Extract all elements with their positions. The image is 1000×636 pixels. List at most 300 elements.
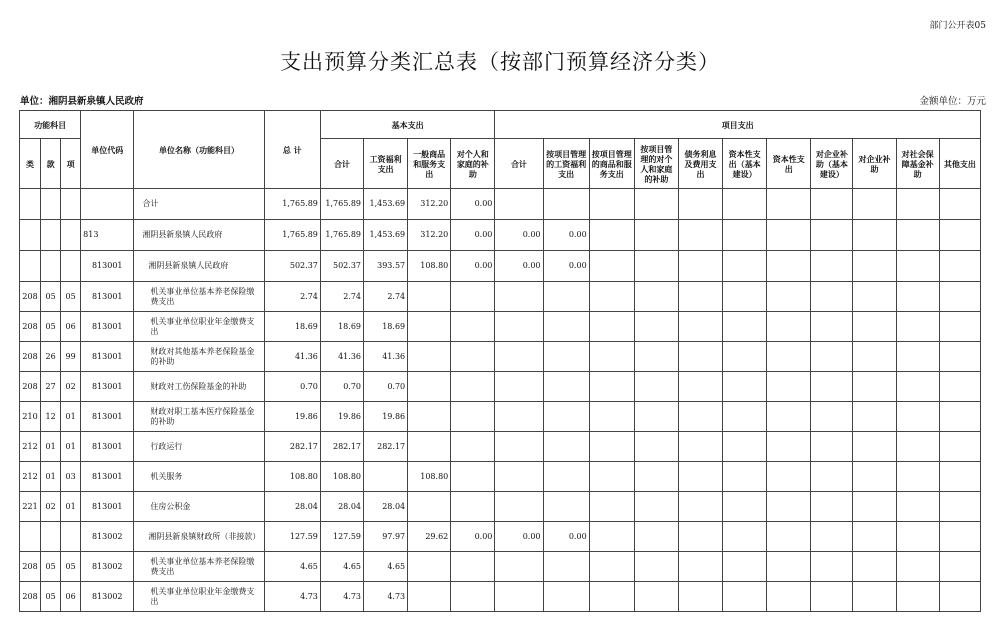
cell-empty bbox=[678, 462, 722, 492]
cell-b-personal bbox=[451, 342, 495, 372]
cell-b-total: 0.70 bbox=[320, 372, 363, 402]
table-row bbox=[20, 402, 981, 432]
cell-b-goods bbox=[408, 552, 451, 582]
cell-xiang: 06 bbox=[61, 582, 81, 612]
cell-name: 湘阴县新泉镇人民政府 bbox=[134, 251, 264, 282]
cell-lei bbox=[20, 522, 41, 552]
cell-kuan bbox=[41, 220, 61, 251]
cell-p-total: 0.00 bbox=[495, 220, 543, 251]
cell-b-wage: 282.17 bbox=[364, 432, 408, 462]
cell-xiang: 01 bbox=[61, 402, 81, 432]
cell-empty bbox=[634, 220, 678, 251]
debt-interest-header: 债务利息及费用支出 bbox=[678, 139, 722, 189]
cell-b-wage: 28.04 bbox=[364, 492, 408, 522]
cell-empty bbox=[767, 582, 811, 612]
cell-name: 机关服务 bbox=[134, 462, 264, 492]
cell-empty bbox=[589, 342, 634, 372]
cell-p-wage bbox=[543, 432, 589, 462]
cell-empty bbox=[896, 189, 939, 220]
cell-p-total bbox=[495, 402, 543, 432]
cell-name: 合计 bbox=[134, 189, 264, 220]
cell-b-wage: 393.57 bbox=[364, 251, 408, 282]
cell-xiang bbox=[61, 251, 81, 282]
basic-personal-header: 对个人和家庭的补助 bbox=[451, 139, 495, 189]
cell-empty bbox=[634, 282, 678, 312]
cell-empty bbox=[678, 402, 722, 432]
cell-code bbox=[81, 189, 134, 220]
cell-empty bbox=[853, 282, 896, 312]
cell-kuan: 05 bbox=[41, 282, 61, 312]
cell-xiang: 05 bbox=[61, 282, 81, 312]
total-header: 总 计 bbox=[264, 111, 320, 189]
kuan-header: 款 bbox=[41, 139, 61, 189]
cell-b-goods: 29.62 bbox=[408, 522, 451, 552]
cell-empty bbox=[589, 220, 634, 251]
cell-b-personal bbox=[451, 462, 495, 492]
cell-name: 财政对其他基本养老保险基金的补助 bbox=[134, 342, 264, 372]
cell-b-goods bbox=[408, 342, 451, 372]
cell-empty bbox=[896, 372, 939, 402]
cell-empty bbox=[589, 492, 634, 522]
cell-empty bbox=[589, 312, 634, 342]
xiang-header: 项 bbox=[61, 139, 81, 189]
cell-p-wage bbox=[543, 552, 589, 582]
cell-code: 813001 bbox=[81, 282, 134, 312]
cell-name: 机关事业单位基本养老保险缴费支出 bbox=[134, 282, 264, 312]
cell-b-total: 1,765.89 bbox=[320, 189, 363, 220]
cell-empty bbox=[723, 251, 767, 282]
cell-empty bbox=[723, 552, 767, 582]
cell-b-wage: 18.69 bbox=[364, 312, 408, 342]
cell-empty bbox=[634, 582, 678, 612]
cell-b-goods: 312.20 bbox=[408, 220, 451, 251]
cell-p-total bbox=[495, 342, 543, 372]
cell-total: 18.69 bbox=[264, 312, 320, 342]
cell-empty bbox=[634, 251, 678, 282]
table-row bbox=[20, 342, 981, 372]
cell-xiang: 03 bbox=[61, 462, 81, 492]
cell-name: 财政对职工基本医疗保险基金的补助 bbox=[134, 402, 264, 432]
cell-total: 1,765.89 bbox=[264, 220, 320, 251]
cell-empty bbox=[634, 402, 678, 432]
cell-lei: 208 bbox=[20, 282, 41, 312]
cell-empty bbox=[939, 462, 980, 492]
cell-empty bbox=[939, 432, 980, 462]
table-row bbox=[20, 189, 981, 220]
cell-b-goods bbox=[408, 372, 451, 402]
cell-empty bbox=[634, 552, 678, 582]
cell-lei: 212 bbox=[20, 432, 41, 462]
cell-empty bbox=[853, 312, 896, 342]
cell-kuan: 12 bbox=[41, 402, 61, 432]
cell-empty bbox=[939, 189, 980, 220]
cell-empty bbox=[723, 282, 767, 312]
cell-b-personal bbox=[451, 552, 495, 582]
cell-p-total bbox=[495, 582, 543, 612]
table-number-label: 部门公开表05 bbox=[929, 21, 986, 31]
cell-name: 住房公积金 bbox=[134, 492, 264, 522]
basic-wage-header: 工资福利支出 bbox=[364, 139, 408, 189]
cell-name: 机关事业单位职业年金缴费支出 bbox=[134, 582, 264, 612]
cell-empty bbox=[678, 312, 722, 342]
cell-empty bbox=[634, 372, 678, 402]
cell-b-wage: 1,453.69 bbox=[364, 189, 408, 220]
cell-xiang bbox=[61, 220, 81, 251]
cell-empty bbox=[853, 402, 896, 432]
cell-p-total bbox=[495, 282, 543, 312]
table-row bbox=[20, 251, 981, 282]
cell-p-total bbox=[495, 462, 543, 492]
cell-b-personal bbox=[451, 432, 495, 462]
cell-total: 19.86 bbox=[264, 402, 320, 432]
cell-p-wage bbox=[543, 312, 589, 342]
cell-empty bbox=[767, 552, 811, 582]
cell-b-personal: 0.00 bbox=[451, 251, 495, 282]
cell-b-goods bbox=[408, 432, 451, 462]
cell-b-total: 19.86 bbox=[320, 402, 363, 432]
cell-p-wage bbox=[543, 189, 589, 220]
cell-p-wage: 0.00 bbox=[543, 220, 589, 251]
social-security-header: 对社会保障基金补助 bbox=[896, 139, 939, 189]
table-row bbox=[20, 462, 981, 492]
cell-b-total: 18.69 bbox=[320, 312, 363, 342]
project-total-header: 合计 bbox=[495, 139, 543, 189]
cell-empty bbox=[811, 432, 853, 462]
table-row bbox=[20, 552, 981, 582]
cell-empty bbox=[853, 432, 896, 462]
cell-empty bbox=[767, 522, 811, 552]
cell-xiang bbox=[61, 189, 81, 220]
cell-code: 813001 bbox=[81, 342, 134, 372]
cell-empty bbox=[811, 251, 853, 282]
cell-code: 813002 bbox=[81, 582, 134, 612]
cell-empty bbox=[811, 492, 853, 522]
cell-empty bbox=[678, 282, 722, 312]
cell-code: 813001 bbox=[81, 372, 134, 402]
cell-empty bbox=[678, 522, 722, 552]
cell-b-personal: 0.00 bbox=[451, 220, 495, 251]
cell-empty bbox=[589, 522, 634, 552]
cell-lei bbox=[20, 251, 41, 282]
cell-empty bbox=[896, 432, 939, 462]
cell-empty bbox=[939, 282, 980, 312]
cell-empty bbox=[811, 372, 853, 402]
cell-code: 813001 bbox=[81, 432, 134, 462]
cell-xiang: 99 bbox=[61, 342, 81, 372]
cell-kuan: 01 bbox=[41, 432, 61, 462]
cell-b-wage: 19.86 bbox=[364, 402, 408, 432]
unit-name-header: 单位名称（功能科目） bbox=[134, 111, 264, 189]
cell-p-wage bbox=[543, 342, 589, 372]
cell-empty bbox=[678, 251, 722, 282]
cell-empty bbox=[723, 312, 767, 342]
cell-empty bbox=[678, 372, 722, 402]
cell-b-personal bbox=[451, 282, 495, 312]
cell-empty bbox=[678, 432, 722, 462]
cell-b-personal bbox=[451, 312, 495, 342]
cell-empty bbox=[896, 282, 939, 312]
cell-p-wage bbox=[543, 462, 589, 492]
unit-label: 单位：湘阴县新泉镇人民政府 bbox=[20, 96, 144, 107]
cell-total: 41.36 bbox=[264, 342, 320, 372]
cell-xiang: 05 bbox=[61, 552, 81, 582]
cell-empty bbox=[811, 220, 853, 251]
cell-kuan: 05 bbox=[41, 582, 61, 612]
cell-xiang: 02 bbox=[61, 372, 81, 402]
cell-empty bbox=[811, 522, 853, 552]
cell-p-total: 0.00 bbox=[495, 251, 543, 282]
cell-code: 813001 bbox=[81, 251, 134, 282]
cell-b-personal bbox=[451, 492, 495, 522]
cell-empty bbox=[634, 189, 678, 220]
cell-empty bbox=[939, 522, 980, 552]
cell-b-wage: 97.97 bbox=[364, 522, 408, 552]
cell-lei: 208 bbox=[20, 582, 41, 612]
capital-construction-header: 资本性支出（基本建设） bbox=[723, 139, 767, 189]
table-row bbox=[20, 492, 981, 522]
cell-empty bbox=[811, 462, 853, 492]
cell-name: 湘阴县新泉镇人民政府 bbox=[134, 220, 264, 251]
cell-empty bbox=[767, 492, 811, 522]
cell-empty bbox=[896, 220, 939, 251]
cell-total: 108.80 bbox=[264, 462, 320, 492]
cell-empty bbox=[896, 342, 939, 372]
cell-b-goods bbox=[408, 402, 451, 432]
cell-code: 813001 bbox=[81, 492, 134, 522]
cell-b-goods: 312.20 bbox=[408, 189, 451, 220]
cell-b-total: 4.65 bbox=[320, 552, 363, 582]
cell-p-wage bbox=[543, 492, 589, 522]
capital-expense-header: 资本性支出 bbox=[767, 139, 811, 189]
cell-name: 湘阴县新泉镇财政所（非接款） bbox=[134, 522, 264, 552]
cell-empty bbox=[811, 189, 853, 220]
cell-empty bbox=[939, 492, 980, 522]
cell-empty bbox=[853, 522, 896, 552]
cell-p-total: 0.00 bbox=[495, 522, 543, 552]
cell-b-total: 108.80 bbox=[320, 462, 363, 492]
table-row bbox=[20, 312, 981, 342]
cell-empty bbox=[678, 582, 722, 612]
cell-b-wage: 2.74 bbox=[364, 282, 408, 312]
cell-lei: 208 bbox=[20, 342, 41, 372]
cell-empty bbox=[896, 522, 939, 552]
cell-empty bbox=[589, 402, 634, 432]
cell-b-wage: 4.65 bbox=[364, 552, 408, 582]
cell-b-personal: 0.00 bbox=[451, 189, 495, 220]
cell-kuan: 05 bbox=[41, 312, 61, 342]
cell-empty bbox=[634, 342, 678, 372]
cell-empty bbox=[767, 432, 811, 462]
cell-empty bbox=[723, 492, 767, 522]
other-expense-header: 其他支出 bbox=[939, 139, 980, 189]
cell-name: 机关事业单位基本养老保险缴费支出 bbox=[134, 552, 264, 582]
cell-p-wage bbox=[543, 372, 589, 402]
cell-b-total: 282.17 bbox=[320, 432, 363, 462]
money-unit-label: 金额单位：万元 bbox=[919, 96, 986, 107]
cell-empty bbox=[811, 342, 853, 372]
cell-empty bbox=[896, 312, 939, 342]
cell-total: 127.59 bbox=[264, 522, 320, 552]
cell-code: 813001 bbox=[81, 462, 134, 492]
cell-empty bbox=[811, 402, 853, 432]
project-personal-header: 按项目管理的对个人和家庭的补助 bbox=[634, 139, 678, 189]
cell-empty bbox=[589, 189, 634, 220]
cell-p-wage: 0.00 bbox=[543, 251, 589, 282]
cell-code: 813001 bbox=[81, 312, 134, 342]
cell-empty bbox=[723, 522, 767, 552]
cell-empty bbox=[634, 462, 678, 492]
cell-empty bbox=[853, 189, 896, 220]
cell-empty bbox=[723, 372, 767, 402]
cell-p-total bbox=[495, 372, 543, 402]
cell-empty bbox=[589, 582, 634, 612]
cell-lei: 212 bbox=[20, 462, 41, 492]
cell-empty bbox=[634, 492, 678, 522]
cell-empty bbox=[678, 492, 722, 522]
cell-empty bbox=[896, 552, 939, 582]
cell-empty bbox=[896, 582, 939, 612]
cell-b-personal bbox=[451, 582, 495, 612]
cell-total: 4.73 bbox=[264, 582, 320, 612]
cell-empty bbox=[678, 342, 722, 372]
cell-p-total bbox=[495, 432, 543, 462]
cell-b-wage: 41.36 bbox=[364, 342, 408, 372]
basic-goods-header: 一般商品和服务支出 bbox=[408, 139, 451, 189]
cell-code: 813001 bbox=[81, 402, 134, 432]
cell-lei bbox=[20, 189, 41, 220]
cell-empty bbox=[939, 582, 980, 612]
cell-code: 813002 bbox=[81, 522, 134, 552]
cell-lei: 208 bbox=[20, 552, 41, 582]
cell-b-total: 28.04 bbox=[320, 492, 363, 522]
basic-total-header: 合计 bbox=[320, 139, 363, 189]
cell-empty bbox=[853, 552, 896, 582]
basic-expense-header: 基本支出 bbox=[320, 111, 495, 139]
cell-kuan bbox=[41, 189, 61, 220]
cell-empty bbox=[589, 552, 634, 582]
cell-b-goods bbox=[408, 282, 451, 312]
cell-empty bbox=[896, 462, 939, 492]
cell-empty bbox=[589, 432, 634, 462]
cell-b-personal: 0.00 bbox=[451, 522, 495, 552]
cell-xiang: 01 bbox=[61, 432, 81, 462]
cell-empty bbox=[767, 220, 811, 251]
cell-empty bbox=[723, 402, 767, 432]
cell-b-wage: 1,453.69 bbox=[364, 220, 408, 251]
cell-empty bbox=[939, 251, 980, 282]
cell-total: 0.70 bbox=[264, 372, 320, 402]
cell-empty bbox=[589, 372, 634, 402]
cell-kuan: 26 bbox=[41, 342, 61, 372]
cell-b-personal bbox=[451, 402, 495, 432]
enterprise-subsidy-header: 对企业补助 bbox=[853, 139, 896, 189]
cell-empty bbox=[767, 282, 811, 312]
cell-xiang bbox=[61, 522, 81, 552]
cell-p-total bbox=[495, 492, 543, 522]
cell-empty bbox=[853, 342, 896, 372]
cell-empty bbox=[811, 312, 853, 342]
cell-p-wage bbox=[543, 582, 589, 612]
enterprise-construction-header: 对企业补助（基本建设） bbox=[811, 139, 853, 189]
cell-b-wage: 4.73 bbox=[364, 582, 408, 612]
cell-total: 502.37 bbox=[264, 251, 320, 282]
cell-total: 282.17 bbox=[264, 432, 320, 462]
table-row bbox=[20, 282, 981, 312]
cell-b-total: 2.74 bbox=[320, 282, 363, 312]
cell-empty bbox=[589, 251, 634, 282]
cell-empty bbox=[723, 342, 767, 372]
table-row bbox=[20, 582, 981, 612]
project-wage-header: 按项目管理的工资福利支出 bbox=[543, 139, 589, 189]
cell-name: 财政对工伤保险基金的补助 bbox=[134, 372, 264, 402]
cell-empty bbox=[589, 282, 634, 312]
cell-empty bbox=[939, 552, 980, 582]
cell-empty bbox=[678, 189, 722, 220]
cell-empty bbox=[723, 582, 767, 612]
cell-total: 1,765.89 bbox=[264, 189, 320, 220]
cell-b-total: 502.37 bbox=[320, 251, 363, 282]
cell-kuan bbox=[41, 251, 61, 282]
cell-xiang: 01 bbox=[61, 492, 81, 522]
cell-empty bbox=[853, 492, 896, 522]
cell-total: 4.65 bbox=[264, 552, 320, 582]
cell-empty bbox=[853, 220, 896, 251]
cell-b-total: 127.59 bbox=[320, 522, 363, 552]
cell-lei: 210 bbox=[20, 402, 41, 432]
cell-p-total bbox=[495, 189, 543, 220]
budget-table bbox=[19, 110, 981, 612]
cell-kuan bbox=[41, 522, 61, 552]
cell-b-goods: 108.80 bbox=[408, 251, 451, 282]
cell-empty bbox=[767, 462, 811, 492]
project-goods-header: 按项目管理的商品和服务支出 bbox=[589, 139, 634, 189]
cell-lei: 221 bbox=[20, 492, 41, 522]
cell-lei bbox=[20, 220, 41, 251]
cell-empty bbox=[723, 220, 767, 251]
cell-empty bbox=[767, 342, 811, 372]
cell-empty bbox=[678, 220, 722, 251]
cell-empty bbox=[939, 402, 980, 432]
cell-kuan: 05 bbox=[41, 552, 61, 582]
cell-b-total: 4.73 bbox=[320, 582, 363, 612]
cell-empty bbox=[939, 372, 980, 402]
cell-total: 2.74 bbox=[264, 282, 320, 312]
cell-empty bbox=[811, 582, 853, 612]
cell-empty bbox=[723, 432, 767, 462]
cell-empty bbox=[896, 251, 939, 282]
page-title: 支出预算分类汇总表（按部门预算经济分类） bbox=[280, 50, 720, 74]
cell-empty bbox=[723, 189, 767, 220]
table-row bbox=[20, 220, 981, 251]
cell-empty bbox=[939, 342, 980, 372]
cell-empty bbox=[811, 282, 853, 312]
cell-b-goods bbox=[408, 582, 451, 612]
lei-header: 类 bbox=[20, 139, 41, 189]
cell-total: 28.04 bbox=[264, 492, 320, 522]
cell-empty bbox=[767, 251, 811, 282]
cell-empty bbox=[853, 251, 896, 282]
cell-p-wage: 0.00 bbox=[543, 522, 589, 552]
cell-b-goods bbox=[408, 312, 451, 342]
cell-kuan: 02 bbox=[41, 492, 61, 522]
cell-name: 行政运行 bbox=[134, 432, 264, 462]
cell-empty bbox=[634, 522, 678, 552]
cell-empty bbox=[896, 402, 939, 432]
cell-b-total: 1,765.89 bbox=[320, 220, 363, 251]
cell-lei: 208 bbox=[20, 372, 41, 402]
cell-empty bbox=[589, 462, 634, 492]
cell-empty bbox=[767, 402, 811, 432]
